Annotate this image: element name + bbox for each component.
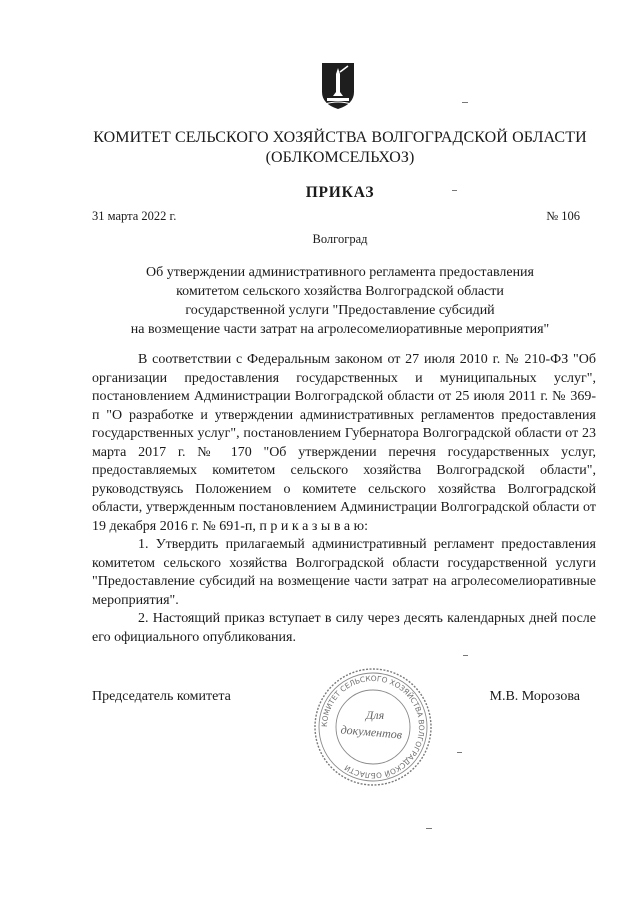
- document-date: 31 марта 2022 г.: [92, 209, 177, 223]
- document-number: № 106: [546, 209, 580, 223]
- subject-line: на возмещение части затрат на агролесомелиоративные мероприятия": [130, 322, 550, 337]
- organization-name: КОМИТЕТ СЕЛЬСКОГО ХОЗЯЙСТВА ВОЛГОГРАДСКОЙ ОБЛАСТИ: [93, 129, 587, 146]
- scan-mark: [452, 190, 457, 191]
- order-item-2: 2. Настоящий приказ вступает в силу через десять календарных дней после его официального опубликования.: [92, 611, 596, 645]
- volgograd-emblem-icon: [321, 62, 355, 110]
- scan-mark: [463, 655, 468, 656]
- subject-line: комитетом сельского хозяйства Волгоградской области: [176, 284, 504, 299]
- scan-mark: [457, 752, 462, 753]
- stamp-center-line: документов: [340, 722, 403, 742]
- stamp-center-line: Для: [365, 708, 385, 722]
- document-body: [92, 351, 596, 647]
- document-subject: [90, 263, 590, 339]
- document-city: Волгоград: [312, 232, 368, 246]
- subject-line: государственной услуги "Предоставление субсидий: [185, 303, 495, 318]
- scan-mark: [426, 828, 432, 829]
- subject-line: Об утверждении административного регламента предоставления: [146, 265, 534, 280]
- order-item-1: 1. Утвердить прилагаемый административный регламент предоставления комитетом сельского хозяйства Волгоградской области государственной услуги "Предоставление субсидий на возмещение части затрат на агролесомелиоративные мероприятия".: [92, 537, 596, 608]
- official-stamp: [311, 665, 435, 789]
- document-type: ПРИКАЗ: [305, 184, 375, 201]
- preamble-paragraph: В соответствии с Федеральным законом от 27 июля 2010 г. № 210-ФЗ "Об организации предоставления государственных и муниципальных услуг", постановлением Администрации Волгоградской области от 25 июля 2011 г. № 369-п "О разработке и утверждении административных регламентов предоставления государственных услуг", постановлением Губернатора Волгоградской области от 23 марта 2017 г. № 170 "Об утверждении перечня государственных услуг, предоставляемых комитетом сельского хозяйства Волгоградской области", руководствуясь Положением о комитете сельского хозяйства Волгоградской области, утвержденным постановлением Администрации Волгоградской области от 19 декабря 2016 г. № 691-п, п р и к а з ы в а ю:: [92, 352, 596, 534]
- signatory-name: М.В. Морозова: [489, 689, 580, 704]
- stamp-ring-text: КОМИТЕТ СЕЛЬСКОГО ХОЗЯЙСТВА ВОЛГОГРАДСКОЙ ОБЛАСТИ: [319, 673, 427, 781]
- signatory-title: Председатель комитета: [92, 689, 231, 704]
- organization-abbreviation: (ОБЛКОМСЕЛЬХОЗ): [265, 149, 415, 166]
- scan-mark: [462, 102, 468, 103]
